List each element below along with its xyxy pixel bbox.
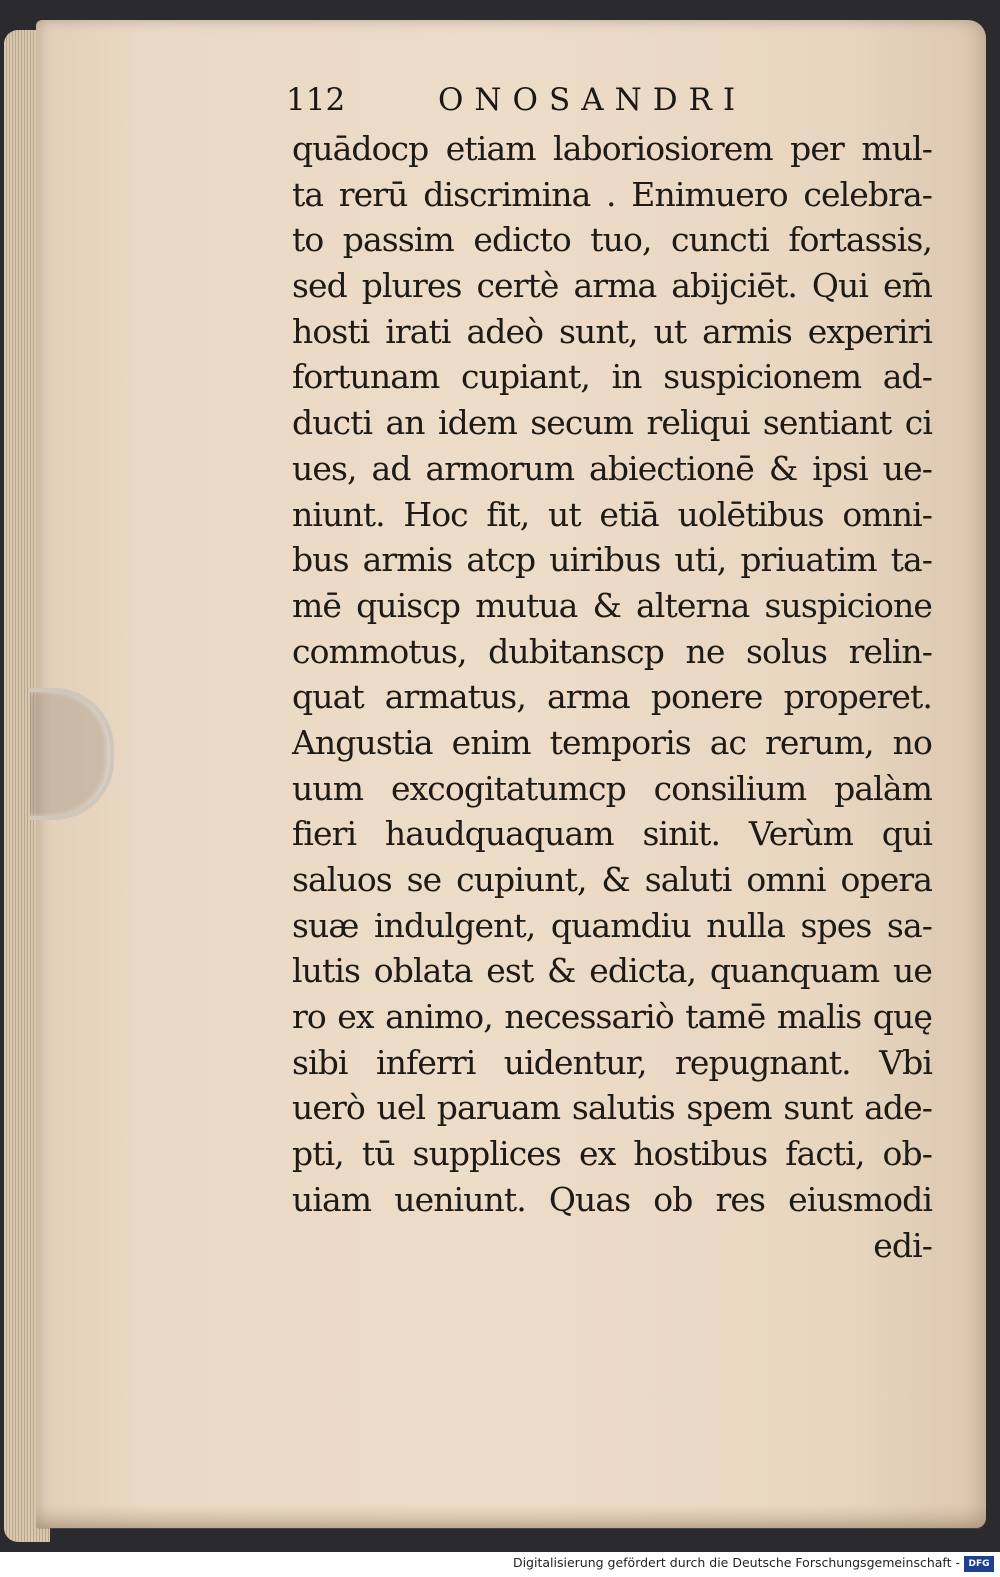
text-line: saluos se cupiunt, & saluti omni opera — [292, 860, 932, 899]
text-line: quat armatus, arma ponere properet. — [292, 677, 932, 717]
page-number: 112 — [286, 82, 346, 118]
text-line: fortunam cupiant, in suspicionem ad- — [292, 357, 932, 397]
funding-credit: Digitalisierung gefördert durch die Deutsche Forschungsgemeinschaft - — [512, 1555, 960, 1570]
page-bottom-shadow — [36, 1505, 986, 1529]
text-line: bus armis atcp uiribus uti, priuatim ta- — [292, 540, 932, 580]
text-line: ues, ad armorum abiectionē & ipsi ue- — [292, 448, 932, 488]
body-text — [292, 126, 932, 1268]
catchword: edi- — [873, 1225, 932, 1265]
text-line: Angustia enim temporis ac rerum, no — [292, 722, 932, 762]
dfg-logo-icon: DFG — [964, 1556, 994, 1572]
running-title: ONOSANDRI — [438, 82, 747, 118]
text-line: uum excogitatumcp consilium palàm — [292, 768, 932, 808]
text-line: mē quiscp mutua & alterna suspicione — [292, 585, 932, 625]
text-line: commotus, dubitanscp ne solus relin- — [292, 631, 932, 671]
text-line: ducti an idem secum reliqui sentiant ci — [292, 403, 932, 443]
footer-bar — [0, 1552, 1000, 1577]
text-line: sed plures certè arma abijciēt. Qui em̄ — [292, 266, 932, 306]
text-line: sibi inferri uidentur, repugnant. Vbi — [292, 1042, 932, 1082]
text-line: ro ex animo, necessariò tamē malis quę — [292, 997, 932, 1037]
text-line: lutis oblata est & edicta, quanquam ue — [292, 951, 932, 991]
text-line: hosti irati adeò sunt, ut armis experiri — [292, 311, 932, 351]
text-line: quādocp etiam laboriosiorem per mul- — [292, 129, 932, 168]
text-line: fieri haudquaquam sinit. Verùm qui — [292, 814, 932, 854]
text-line: ta rerū discrimina . Enimuero celebra- — [292, 174, 932, 214]
page-holder-clip — [30, 688, 114, 820]
text-line: uerò uel paruam salutis spem sunt ade- — [292, 1088, 932, 1128]
text-line: niunt. Hoc fit, ut etiā uolētibus omni- — [292, 494, 932, 534]
text-line: to passim edicto tuo, cuncti fortassis, — [292, 220, 932, 260]
text-line: uiam ueniunt. Quas ob res eiusmodi — [292, 1179, 932, 1219]
text-line: suæ indulgent, quamdiu nulla spes sa- — [292, 905, 932, 945]
running-head — [286, 82, 946, 128]
text-line: pti, tū supplices ex hostibus facti, ob- — [292, 1134, 932, 1174]
